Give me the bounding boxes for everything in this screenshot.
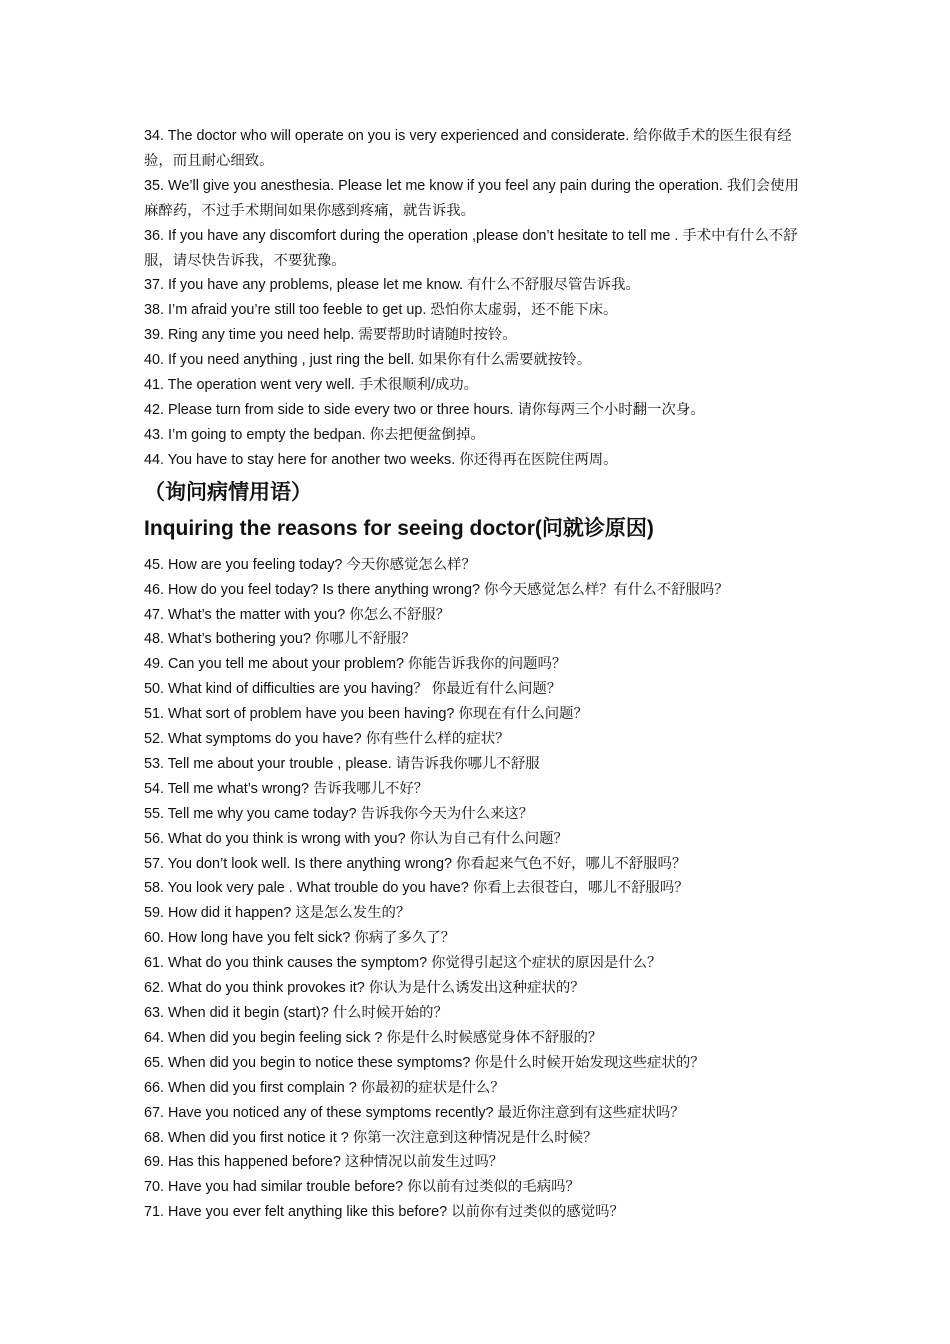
- list-item: 61. What do you think causes the symptom? 你觉得引起这个症状的原因是什么？: [144, 955, 662, 972]
- list-item: 68. When did you first notice it ? 你第一次注意到这种情况是什么时候？: [144, 1129, 598, 1146]
- list-item: 58. You look very pale . What trouble do you have? 你看上去很苍白，哪儿不舒服吗？: [144, 880, 689, 897]
- list-item: 42. Please turn from side to side every two or three hours. 请你每两三个小时翻一次身。: [144, 401, 705, 418]
- list-item: 67. Have you noticed any of these symptoms recently? 最近你注意到有这些症状吗？: [144, 1104, 685, 1121]
- list-item: 34. The doctor who will operate on you is very experienced and considerate. 给你做手术的医生很有经验，而且耐心细致。: [144, 128, 792, 169]
- section-heading-english: Inquiring the reasons for seeing doctor(问就诊原因): [144, 516, 654, 540]
- list-item: 50. What kind of difficulties are you having？ 你最近有什么问题？: [144, 681, 562, 698]
- list-item: 39. Ring any time you need help. 需要帮助时请随时按铃。: [144, 327, 517, 344]
- list-item: 70. Have you had similar trouble before? 你以前有过类似的毛病吗？: [144, 1179, 580, 1196]
- section-postoperative-phrases: [144, 124, 812, 473]
- list-item: 53. Tell me about your trouble , please. 请告诉我你哪儿不舒服: [144, 755, 540, 772]
- list-item: 43. I’m going to empty the bedpan. 你去把便盆倒掉。: [144, 426, 485, 443]
- list-item: 71. Have you ever felt anything like this before? 以前你有过类似的感觉吗？: [144, 1204, 624, 1221]
- list-item: 36. If you have any discomfort during the operation ,please don’t hesitate to tell me . 手术中有什么不舒服，请尽快告诉我，不要犹豫。: [144, 227, 798, 269]
- section-inquiry-phrases: [144, 553, 812, 1225]
- list-item: 65. When did you begin to notice these symptoms? 你是什么时候开始发现这些症状的？: [144, 1054, 705, 1071]
- list-item: 62. What do you think provokes it? 你认为是什么诱发出这种症状的？: [144, 980, 585, 997]
- list-item: 47. What’s the matter with you? 你怎么不舒服？: [144, 606, 451, 623]
- list-item: 57. You don’t look well. Is there anything wrong? 你看起来气色不好，哪儿不舒服吗？: [144, 855, 687, 872]
- list-item: 64. When did you begin feeling sick ? 你是什么时候感觉身体不舒服的？: [144, 1029, 603, 1046]
- list-item: 44. You have to stay here for another two weeks. 你还得再在医院住两周。: [144, 451, 618, 468]
- list-item: 45. How are you feeling today? 今天你感觉怎么样？: [144, 556, 476, 573]
- list-item: 37. If you have any problems, please let me know. 有什么不舒服尽管告诉我。: [144, 277, 640, 294]
- list-item: 56. What do you think is wrong with you? 你认为自己有什么问题？: [144, 830, 568, 847]
- document-body: [144, 124, 812, 1225]
- list-item: 54. Tell me what’s wrong? 告诉我哪儿不好？: [144, 780, 429, 797]
- list-item: 66. When did you first complain ? 你最初的症状是什么？: [144, 1079, 505, 1096]
- list-item: 35. We’ll give you anesthesia. Please let me know if you feel any pain during the operation. 我们会使用麻醉药，不过手术期间如果你感到疼痛，就告诉我。: [144, 177, 799, 219]
- list-item: 41. The operation went very well. 手术很顺利/成功。: [144, 377, 479, 394]
- list-item: 52. What symptoms do you have? 你有些什么样的症状？: [144, 731, 510, 748]
- list-item: 48. What’s bothering you? 你哪儿不舒服？: [144, 631, 416, 648]
- section-heading-chinese: （询问病情用语）: [144, 480, 312, 504]
- list-item: 69. Has this happened before? 这种情况以前发生过吗？: [144, 1154, 504, 1171]
- list-item: 63. When did it begin (start)? 什么时候开始的？: [144, 1005, 448, 1021]
- list-item: 46. How do you feel today? Is there anything wrong? 你今天感觉怎么样？有什么不舒服吗？: [144, 581, 729, 598]
- list-item: 60. How long have you felt sick? 你病了多久了？: [144, 930, 456, 947]
- list-item: 49. Can you tell me about your problem? 你能告诉我你的问题吗？: [144, 656, 567, 673]
- list-item: 40. If you need anything , just ring the bell. 如果你有什么需要就按铃。: [144, 352, 592, 369]
- list-item: 51. What sort of problem have you been having? 你现在有什么问题？: [144, 706, 588, 723]
- list-item: 55. Tell me why you came today? 告诉我你今天为什么来这？: [144, 805, 534, 822]
- list-item: 59. How did it happen? 这是怎么发生的？: [144, 905, 411, 922]
- list-item: 38. I’m afraid you’re still too feeble to get up. 恐怕你太虚弱，还不能下床。: [144, 302, 618, 319]
